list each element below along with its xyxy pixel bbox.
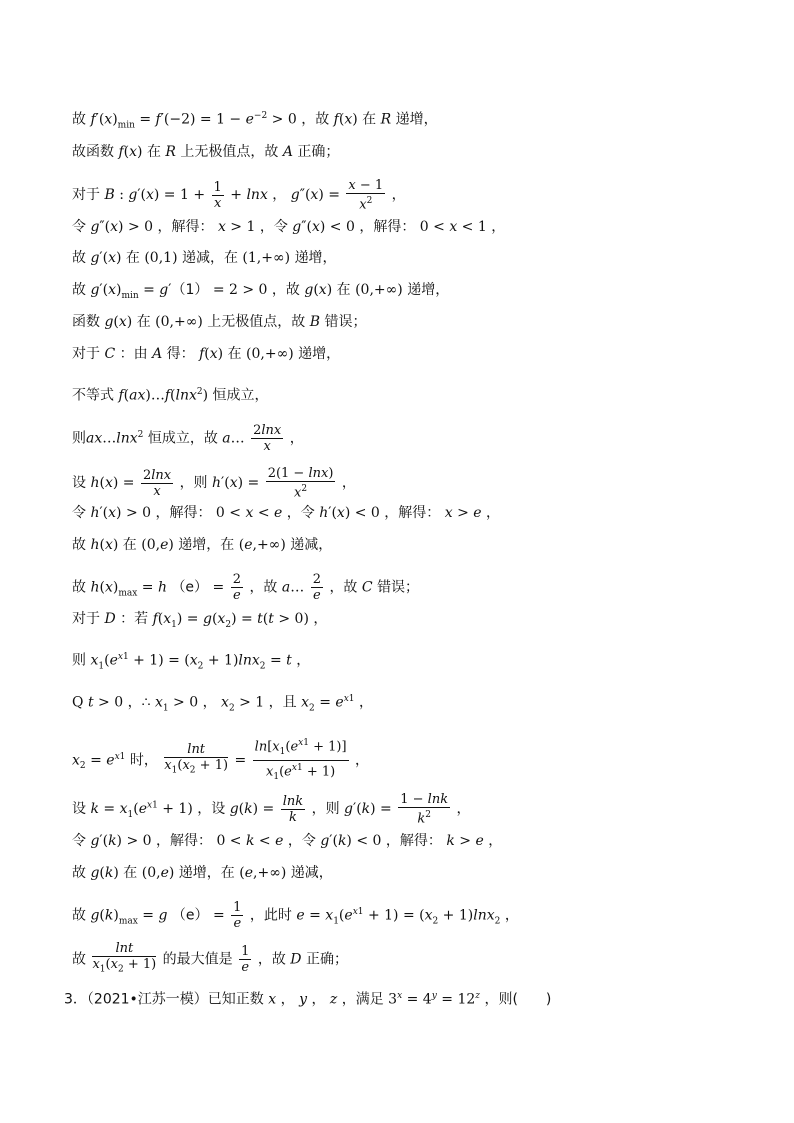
solution-line: 设 h(x) = $\frac{2\ln x}{x}$ ，则 h′(x) = $\frac{2(1 - \ln x)}{x^2}$ ，: [72, 466, 356, 501]
solution-line: 故 $h(x)_{max} = h$ （e） = $\frac{2}{e}$ ，故 a… $\frac{2}{e}$ ，故 C 错误；: [72, 572, 420, 603]
solution-line: 则 $x_1(e^{x1} + 1) = (x_2 + 1)\ln x_2 = t$ ，: [72, 652, 311, 672]
solution-line: 故函数 f(x) 在 R 上无极值点，故 A 正确；: [72, 144, 340, 160]
solution-line: 对于 C ：由 A 得： f(x) 在 (0,+∞) 递增，: [72, 346, 341, 362]
solution-line: 故 g′(x) 在 (0,1) 递减，在 (1,+∞) 递增，: [72, 250, 337, 266]
solution-line: 故 $f'(x)_{min} = f'(-2) = 1 - e^{-2} > 0$ ，故 f(x) 在 R 递增，: [72, 111, 438, 131]
solution-line: 故 $g'(x)_{min} = g'(1) = 2 > 0$ ，故 g(x) 在 (0,+∞) 递增，: [72, 282, 450, 301]
solution-line: 故 h(x) 在 (0,e) 递增，在 (e,+∞) 递减，: [72, 537, 333, 553]
solution-line: 不等式 f(ax)…f(lnx$^2$) 恒成立，: [72, 387, 269, 404]
question-line: 3．（2021•江苏一模）已知正数 x ， y ， z ，满足 $3^x = 4^y = 12^z$ ，则( ): [64, 991, 552, 1008]
solution-line: 故 $g(k)_{max} = g$ （e） = $\frac{1}{e}$ ，此时 $e = x_1(e^{x1} + 1) = (x_2 + 1)\ln x_2$ ，: [72, 900, 519, 931]
solution-line: 令 g″(x) > 0 ，解得： x > 1 ，令 g″(x) < 0 ，解得： 0 < x < 1 ，: [72, 219, 506, 235]
solution-line: 设 $k = x_1(e^{x1} + 1)$ ，设 g(k) = $\frac{\ln k}{k}$ ，则 g′(k) = $\frac{1 - \ln k}{k^2}$ ，: [72, 792, 471, 827]
solution-line: 函数 g(x) 在 (0,+∞) 上无极值点，故 B 错误；: [72, 314, 367, 330]
solution-line: 对于 B : g′(x) = 1 + $\frac{1}{x}$ + lnx ， g″(x) = $\frac{x - 1}{x^2}$ ，: [72, 178, 406, 213]
solution-line: Q t > 0 ，∴ $x_1 > 0$ ， $x_2 > 1$ ，且 $x_2 = e^{x1}$ ，: [72, 694, 373, 714]
solution-line: 故 $\frac{\ln t}{x_1(x_2 + 1)}$ 的最大值是 $\frac{1}{e}$ ，故 D 正确；: [72, 941, 348, 975]
solution-line: 令 h′(x) > 0 ，解得： 0 < x < e ，令 h′(x) < 0 ，解得： x > e ，: [72, 505, 501, 521]
solution-line: 则ax…lnx$^2$ 恒成立，故 a… $\frac{2\ln x}{x}$ ，: [72, 423, 304, 454]
solution-line: 对于 D ：若 $f(x_1) = g(x_2) = t(t > 0)$ ，: [72, 611, 328, 630]
solution-line: $x_2 = e^{x1}$ 时， $\frac{\ln t}{x_1(x_2 + 1)}$ = $\frac{\ln[x_1(e^{x1} + 1)]}{x_1(e^{x1} + 1)}$ ，: [72, 738, 369, 782]
solution-line: 故 g(k) 在 (0,e) 递增，在 (e,+∞) 递减，: [72, 865, 333, 881]
solution-line: 令 g′(k) > 0 ，解得： 0 < k < e ，令 g′(k) < 0 ，解得： k > e ，: [72, 833, 503, 849]
